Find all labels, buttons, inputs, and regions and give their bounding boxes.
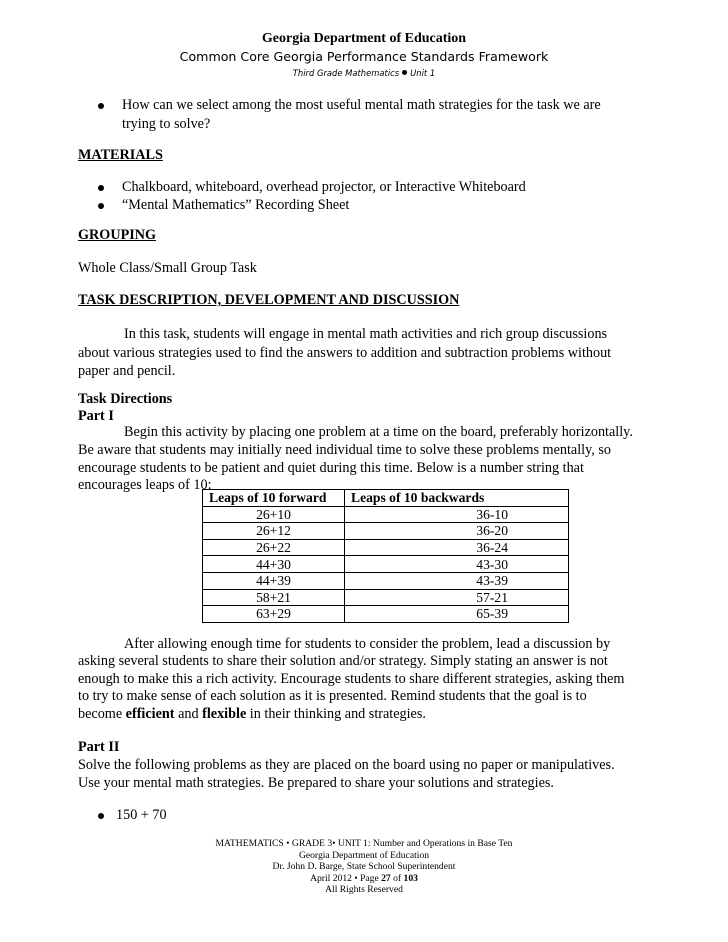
paragraph-line: enough to make this a rich activity. Encourage students to share different strategies, asking them [78,670,625,687]
paragraph-line: to try to make sense of each solution as it is presented. Remind students that the goal is to [78,688,587,705]
grouping-heading: GROUPING [78,227,157,243]
text-span: in their thinking and strategies. [246,705,426,722]
table-header-row [203,490,569,507]
text-span: and [174,705,203,722]
table-cell: 43-39 [345,572,569,589]
table-cell: 36-20 [345,523,569,540]
bullet-icon [98,185,104,191]
problem-text: 150 + 70 [116,807,167,823]
footer-line: All Rights Reserved [325,884,403,896]
table-row [203,589,569,606]
materials-heading: MATERIALS [78,147,163,163]
table-cell: 36-10 [345,506,569,523]
part1-heading: Part I [78,408,114,424]
leaps-of-10-table [202,489,569,623]
table-cell: 26+22 [203,539,345,556]
table-row [203,572,569,589]
table-cell: 63+29 [203,606,345,623]
paragraph-line: asking several students to share their solution and/or strategy. Simply stating an answer is not [78,653,608,670]
task-heading: TASK DESCRIPTION, DEVELOPMENT AND DISCUSSION [78,292,460,308]
bullet-icon [98,203,104,209]
paragraph-line: Begin this activity by placing one problem at a time on the board, preferably horizontally. [124,424,633,440]
paragraph-line: After allowing enough time for students to consider the problem, lead a discussion by [124,636,611,652]
emphasis-flexible: flexible [202,705,247,722]
grouping-text: Whole Class/Small Group Task [78,260,257,276]
table-header-backwards: Leaps of 10 backwards [345,490,569,507]
document-header-grade-unit [0,68,728,78]
bullet-dot-icon [402,70,407,75]
paragraph-line: encourages leaps of 10: [78,477,212,494]
paragraph-line: Solve the following problems as they are placed on the board using no paper or manipulatives. [78,757,615,773]
footer-line: MATHEMATICS • GRADE 3• UNIT 1: Number and Operations in Base Ten [215,838,513,849]
header-unit: Unit 1 [410,68,436,78]
footer-line: Georgia Department of Education [298,849,430,861]
part2-paragraph [78,756,638,792]
discussion-paragraph [78,636,638,723]
text-span: April 2012 • Page [310,872,382,884]
table-cell: 44+30 [203,556,345,573]
task-directions-heading: Task Directions [78,391,173,407]
bullet-icon [98,813,104,819]
table-cell: 43-30 [345,556,569,573]
paragraph-line: Use your mental math strategies. Be prepared to share your solutions and strategies. [78,775,554,791]
header-grade: Third Grade Mathematics [292,68,400,78]
table-cell: 26+12 [203,523,345,540]
paragraph-line: In this task, students will engage in mental math activities and rich group discussions [124,326,608,342]
document-footer [0,838,728,896]
text-span: become [78,705,126,722]
paragraph-line: paper and pencil. [78,363,176,380]
table-cell: 44+39 [203,572,345,589]
paragraph-line [78,706,638,723]
table-cell: 58+21 [203,589,345,606]
page-number: 27 [381,872,391,884]
part1-paragraph [78,424,638,495]
task-intro-paragraph [78,325,638,381]
materials-item-text: Chalkboard, whiteboard, overhead projector, or Interactive Whiteboard [122,179,526,195]
table-row [203,556,569,573]
document-header-subtitle: Common Core Georgia Performance Standards Framework [179,49,549,64]
table-cell: 36-24 [345,539,569,556]
table-cell: 65-39 [345,606,569,623]
text-span: of [390,872,404,884]
emphasis-efficient: efficient [125,705,175,722]
table-row [203,506,569,523]
table-cell: 57-21 [345,589,569,606]
paragraph-line: about various strategies used to find the answers to addition and subtraction problems without [78,344,612,361]
part2-heading: Part II [78,739,120,755]
paragraph-line: Be aware that students may initially need individual time to solve these problems mentally, so [78,441,611,458]
bullet-text-line1: How can we select among the most useful mental math strategies for the task we are [122,97,601,113]
paragraph-line: encourage students to be patient and quiet during this time. Below is a number string that [78,459,584,476]
bullet-text-line2: trying to solve? [122,116,211,132]
footer-page-line [0,873,728,885]
table-row [203,606,569,623]
table-row [203,539,569,556]
bullet-icon [98,103,104,109]
table-header-forward: Leaps of 10 forward [203,490,345,507]
document-header-title: Georgia Department of Education [261,31,467,46]
page-total: 103 [403,872,418,884]
materials-item-text: “Mental Mathematics” Recording Sheet [122,197,350,213]
footer-line: Dr. John D. Barge, State School Superintendent [272,861,456,873]
table-row [203,523,569,540]
table-cell: 26+10 [203,506,345,523]
